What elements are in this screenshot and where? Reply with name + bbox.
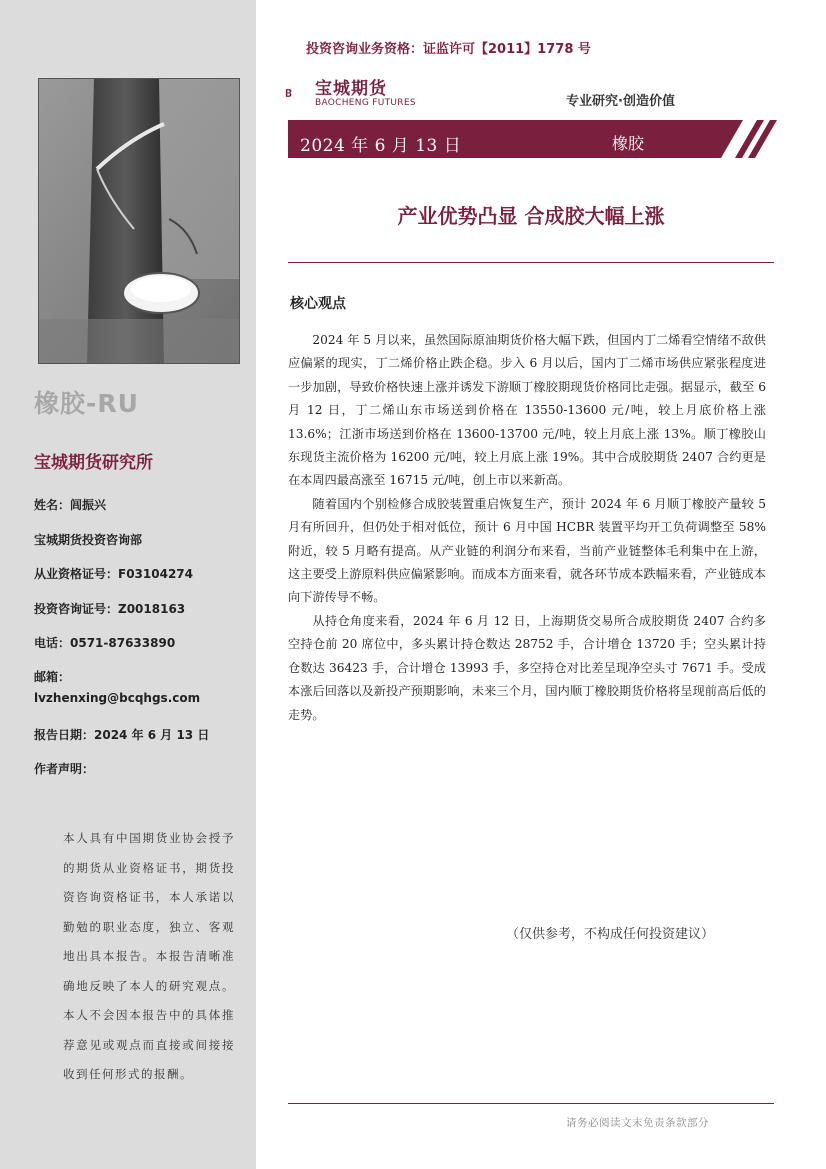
report-date-banner: 2024 年 6 月 13 日 (300, 136, 462, 156)
headline: 产业优势凸显 合成胶大幅上涨 (397, 204, 665, 228)
logo-text: 宝城期货 (315, 79, 387, 99)
report-date: 报告日期：2024 年 6 月 13 日 (34, 728, 210, 742)
rubber-tapping-photo (38, 78, 240, 364)
email-label: 邮箱： (34, 670, 71, 684)
headline-divider (288, 262, 774, 263)
logo-english: BAOCHENG FUTURES (315, 98, 416, 108)
slogan: 专业研究·创造价值 (566, 94, 675, 109)
section-label: 核心观点 (290, 296, 346, 312)
article-body (288, 329, 766, 727)
paragraph: 从持仓角度来看，2024 年 6 月 12 日，上海期货交易所合成胶期货 2407 合约多空持仓前 20 席位中，多头累计持仓数达 28752 手，合计增仓 13720 手；空头累计持仓数达 36423 手，合计增仓 13993 手，多空持仓对比差呈现净空头寸 7671 手。受成本涨后回落以及新投产预期影响，未来三个月，国内顺丁橡胶期货价格将呈现前高后低的走势。 (288, 613, 766, 722)
paragraph: 2024 年 5 月以来，虽然国际原油期货价格大幅下跌，但国内丁二烯看空情绪不敌供应偏紧的现实，丁二烯价格止跌企稳。步入 6 月以后，国内丁二烯市场供应紧张程度进一步加剧，导致价格快速上涨并诱发下游顺丁橡胶期现货价格同比走强。据显示，截至 6 月 12 日，丁二烯山东市场送到价格在 13550-13600 元/吨，较上月底价格上涨 13.6%；江浙市场送到价格在 13600-13700 元/吨，较上月底上涨 13%。顺丁橡胶山东现货主流价格为 16200 元/吨，较上月底上涨 19%。其中合成胶期货 2407 合约更是在本周四最高涨至 16715 元/吨，创上市以来新高。 (288, 333, 766, 488)
author-statement (63, 824, 235, 1090)
institute-name: 宝城期货研究所 (34, 453, 153, 473)
author-statement-text: 本人具有中国期货业协会授予的期货从业资格证书，期货投资咨询资格证书，本人承诺以勤勉的职业态度，独立、客观地出具本报告。本报告清晰准确地反映了本人的研究观点。本人不会因本报告中的具体推荐意见或观点而直接或间接接收到任何形式的报酬。 (63, 831, 235, 1081)
footer-divider (288, 1103, 774, 1104)
qualification-number: 从业资格证号：F03104274 (34, 567, 193, 581)
paragraph: 随着国内个别检修合成胶装置重启恢复生产，预计 2024 年 6 月顺丁橡胶产量较 5 月有所回升，但仍处于相对低位，预计 6 月中国 HCBR 装置平均开工负荷调整至 58%附近，较 5 月略有提高。从产业链的利润分布来看，当前产业链整体毛利集中在上游，这主要受上游原料供应偏紧影响。而成本方面来看，就各环节成本跌幅来看，产业链成本向下游传导不畅。 (288, 496, 766, 605)
footer-text: 请务必阅读文末免责条款部分 (566, 1117, 709, 1129)
sidebar (0, 0, 256, 1169)
category-banner: 橡胶 (612, 134, 645, 153)
disclaimer-note: （仅供参考，不构成任何投资建议） (506, 927, 715, 942)
license-text: 投资咨询业务资格：证监许可【2011】1778 号 (306, 42, 591, 57)
phone: 电话：0571-87633890 (34, 636, 176, 650)
consulting-number: 投资咨询证号：Z0018163 (34, 602, 186, 616)
logo-icon (285, 73, 315, 113)
statement-label: 作者声明： (34, 762, 95, 776)
commodity-title: 橡胶-RU (34, 389, 139, 418)
department: 宝城期货投资咨询部 (34, 533, 143, 547)
email[interactable]: lvzhenxing@bcqhgs.com (34, 691, 201, 705)
analyst-name: 姓名：闾振兴 (34, 498, 107, 512)
